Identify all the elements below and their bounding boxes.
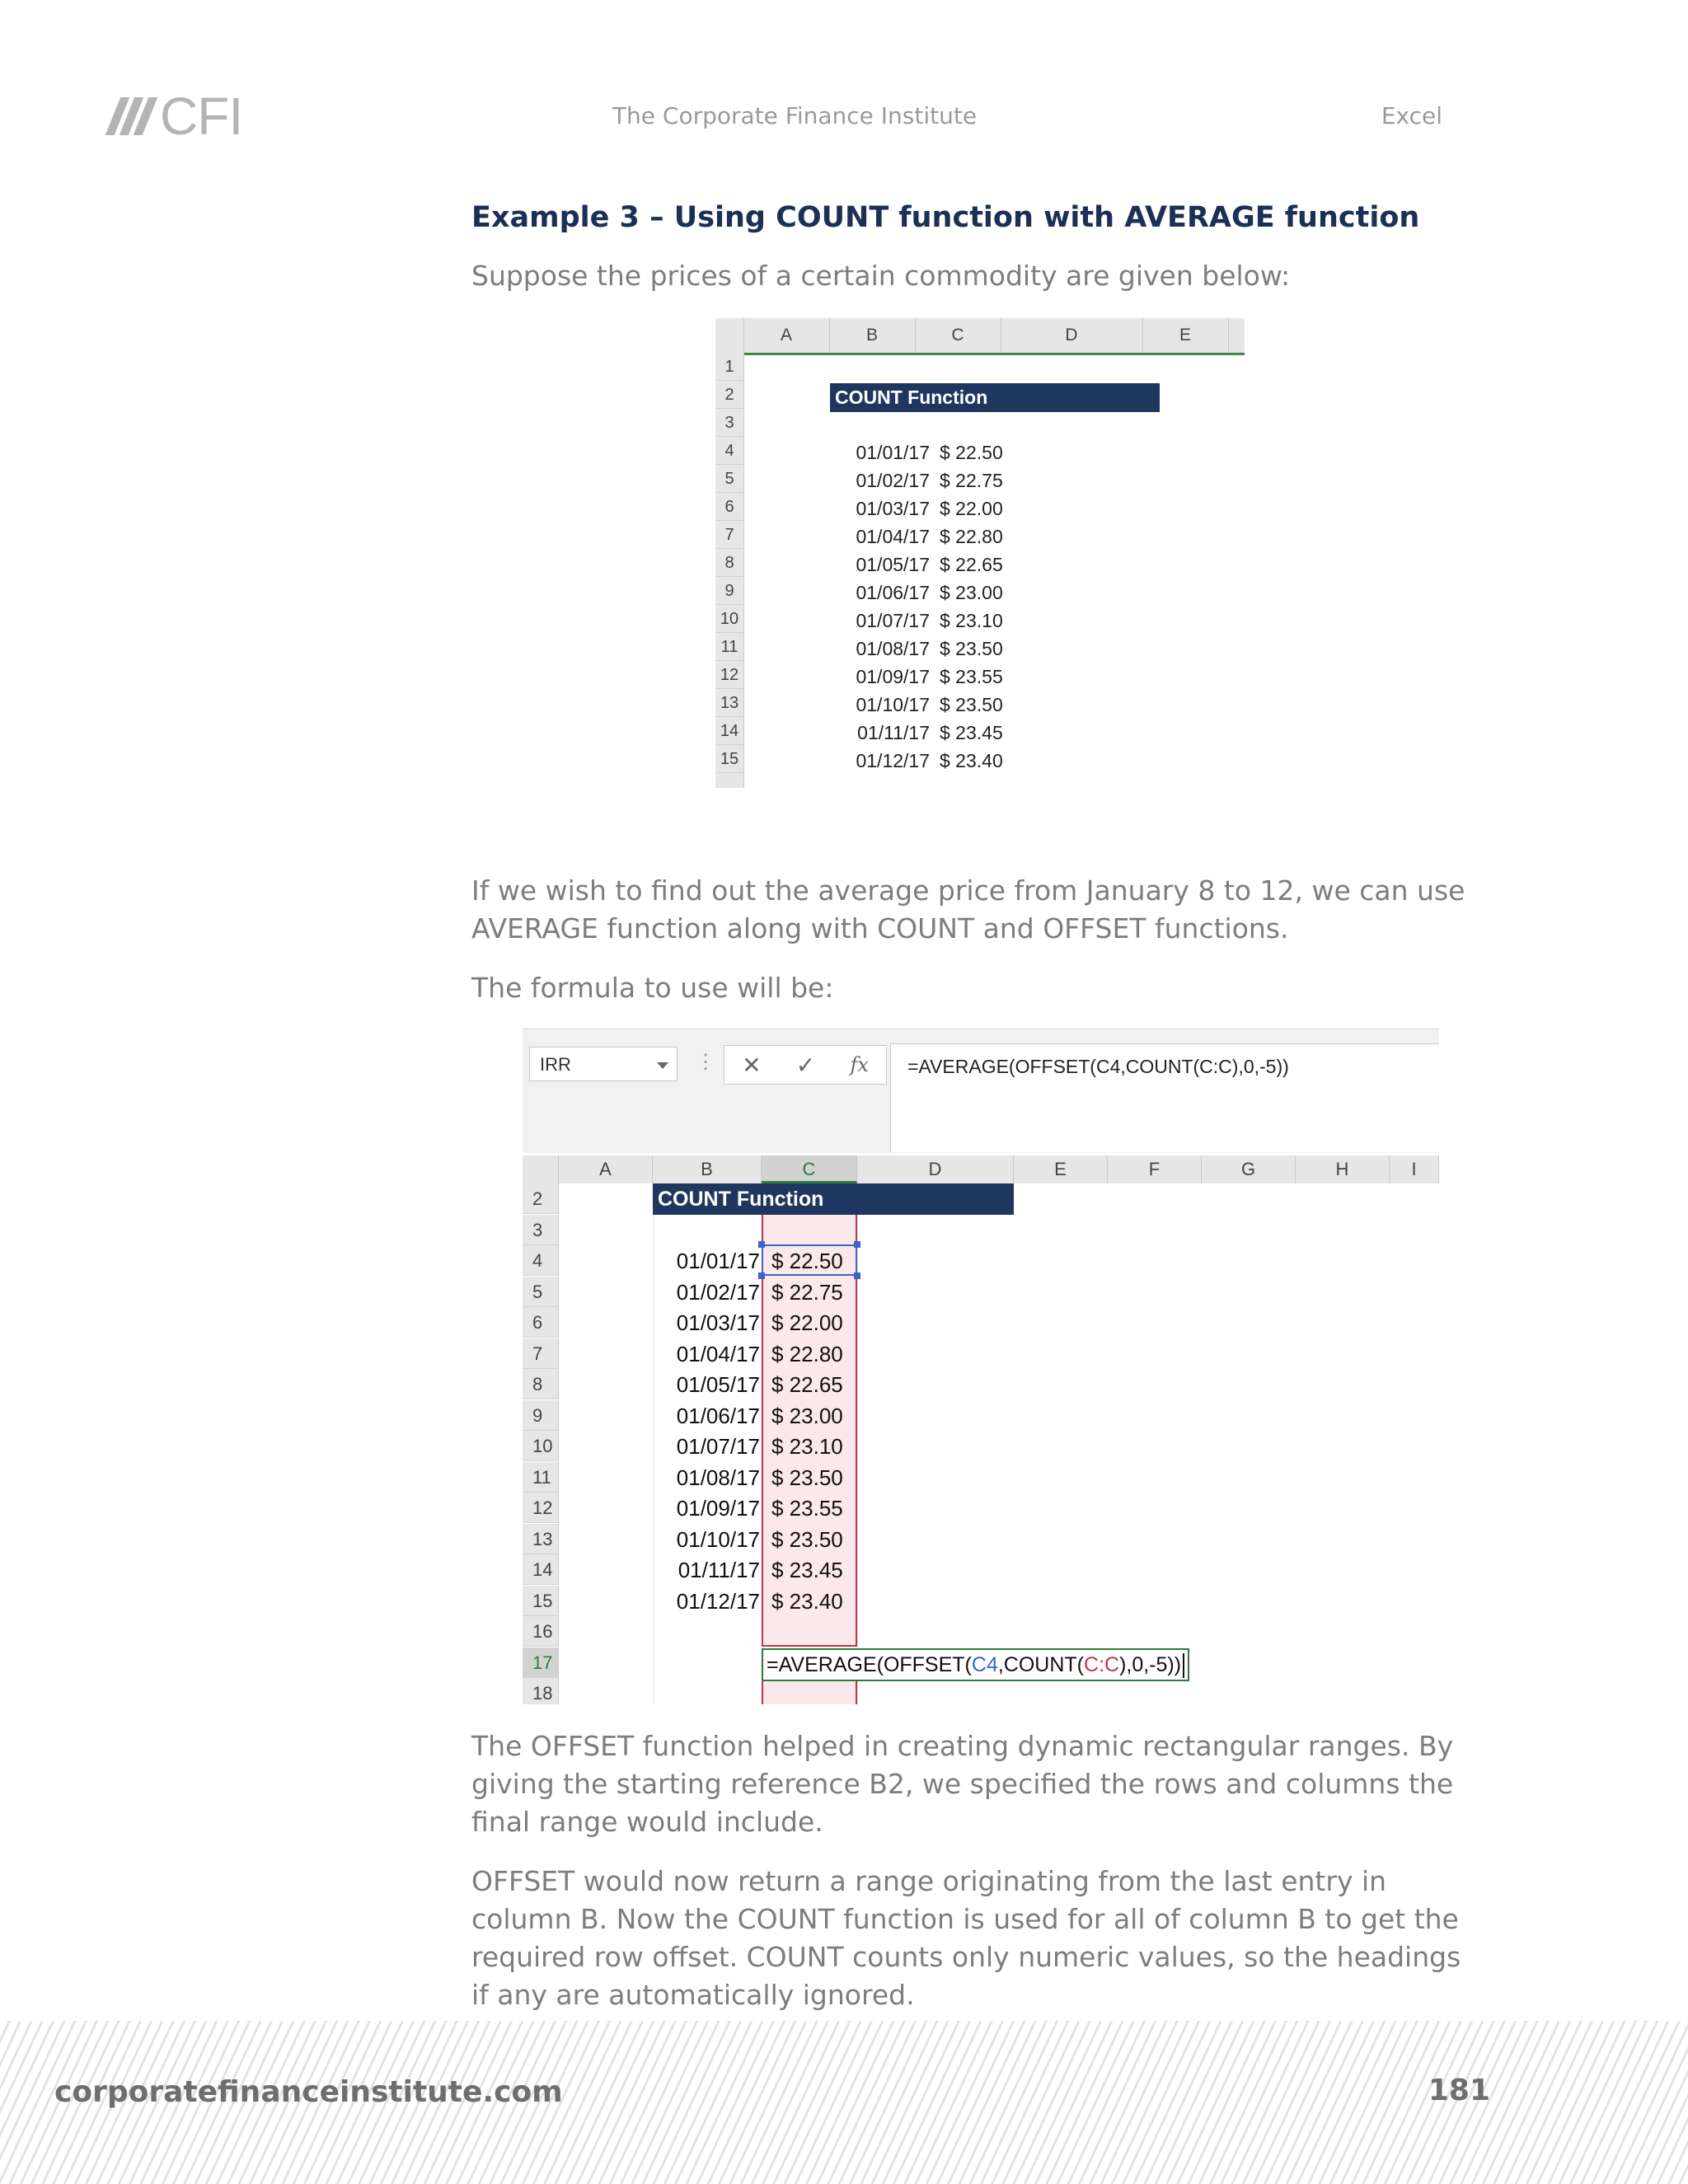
row-header: 13 bbox=[715, 689, 743, 717]
date-cell[interactable]: 01/11/17 bbox=[678, 1558, 760, 1582]
date-cell: 01/10/17 bbox=[856, 694, 930, 715]
price-cell[interactable]: $ 23.50 bbox=[771, 1526, 843, 1552]
price-cell: $ 23.45 bbox=[940, 722, 1003, 743]
row-header[interactable]: 6 bbox=[523, 1307, 559, 1338]
row-header[interactable]: 10 bbox=[523, 1431, 559, 1461]
price-cell: $ 23.50 bbox=[940, 694, 1003, 715]
row-header[interactable]: 4 bbox=[523, 1245, 559, 1276]
row-header[interactable]: 18 bbox=[523, 1678, 559, 1704]
date-cell: 01/06/17 bbox=[856, 582, 930, 603]
cancel-icon[interactable]: ✕ bbox=[742, 1052, 762, 1078]
column-header: E bbox=[1142, 318, 1229, 353]
price-cell: $ 23.40 bbox=[940, 750, 1003, 771]
price-cell: $ 23.55 bbox=[940, 666, 1003, 687]
price-cell: $ 23.10 bbox=[940, 610, 1003, 631]
date-cell[interactable]: 01/12/17 bbox=[676, 1588, 760, 1614]
header-section: Excel bbox=[1381, 102, 1442, 129]
row-header[interactable]: 11 bbox=[523, 1462, 559, 1493]
formula-part: =AVERAGE(OFFSET( bbox=[767, 1653, 972, 1676]
row-header: 1 bbox=[715, 353, 743, 381]
row-header[interactable]: 2 bbox=[523, 1183, 559, 1214]
select-all-corner bbox=[715, 318, 744, 353]
date-cell: 01/02/17 bbox=[856, 470, 930, 491]
date-cell: 01/07/17 bbox=[856, 610, 930, 631]
price-cell: $ 23.00 bbox=[940, 582, 1003, 603]
price-cell[interactable]: $ 23.55 bbox=[771, 1496, 843, 1521]
column-header[interactable]: A bbox=[559, 1155, 653, 1183]
column-header: B bbox=[829, 318, 916, 353]
row-header: 15 bbox=[715, 745, 743, 773]
formula-part: ,COUNT( bbox=[997, 1653, 1085, 1676]
row-header: 12 bbox=[715, 661, 743, 689]
row-header: 11 bbox=[715, 633, 743, 661]
paragraph-3: The OFFSET function helped in creating dynamic rectangular ranges. By giving the starting reference B2, we specified the rows and columns the final range would include. bbox=[471, 1730, 1454, 1838]
price-cell[interactable]: $ 23.50 bbox=[771, 1465, 843, 1490]
paragraph-4: OFFSET would now return a range originating from the last entry in column B. Now the COUNT function is used for all of column B to get the required row offset. COUNT counts only numeric values, so the headings if any are automatically ignored. bbox=[471, 1865, 1461, 2011]
gridline bbox=[857, 1183, 858, 1704]
row-header: 10 bbox=[715, 605, 743, 633]
date-cell[interactable]: 01/07/17 bbox=[676, 1434, 760, 1459]
price-cell: $ 22.80 bbox=[940, 526, 1003, 547]
row-header[interactable]: 3 bbox=[523, 1215, 559, 1245]
active-cell-editor[interactable] bbox=[762, 1648, 1189, 1681]
price-cell[interactable]: $ 22.80 bbox=[771, 1341, 843, 1366]
column-header[interactable]: E bbox=[1014, 1155, 1108, 1183]
row-header: 2 bbox=[715, 381, 743, 409]
section-title: Example 3 – Using COUNT function with AVERAGE function bbox=[471, 201, 1420, 234]
formula-part: ),0,-5)) bbox=[1119, 1653, 1182, 1676]
date-cell: 01/11/17 bbox=[857, 722, 930, 743]
column-header-selected[interactable]: C bbox=[762, 1155, 857, 1183]
formula-buttons bbox=[724, 1045, 887, 1085]
paragraph-2: The formula to use will be: bbox=[471, 972, 834, 1004]
column-c-range-highlight bbox=[762, 1681, 857, 1704]
row-header[interactable]: 5 bbox=[523, 1277, 559, 1307]
column-header[interactable]: H bbox=[1296, 1155, 1390, 1183]
spreadsheet-1 bbox=[715, 318, 1245, 788]
selection-handle[interactable] bbox=[854, 1272, 860, 1279]
date-cell[interactable]: 01/03/17 bbox=[676, 1310, 760, 1335]
paragraph-1: If we wish to find out the average price from January 8 to 12, we can use AVERAGE function along with COUNT and OFFSET functions. bbox=[471, 874, 1465, 944]
date-cell[interactable]: 01/05/17 bbox=[676, 1372, 760, 1397]
date-cell: 01/08/17 bbox=[856, 638, 930, 659]
date-cell: 01/05/17 bbox=[856, 554, 930, 575]
date-cell[interactable]: 01/08/17 bbox=[676, 1465, 760, 1490]
header-title: The Corporate Finance Institute bbox=[612, 102, 978, 129]
row-header[interactable]: 13 bbox=[523, 1524, 559, 1554]
footer-url: corporatefinanceinstitute.com bbox=[54, 2075, 563, 2109]
date-cell: 01/12/17 bbox=[856, 750, 930, 771]
selection-handle[interactable] bbox=[758, 1241, 765, 1248]
price-cell: $ 22.00 bbox=[940, 498, 1003, 519]
formula-ref-c4: C4 bbox=[971, 1653, 998, 1676]
row-header: 7 bbox=[715, 521, 743, 549]
date-cell[interactable]: 01/09/17 bbox=[676, 1496, 760, 1521]
spreadsheet-2 bbox=[523, 1029, 1439, 1704]
row-header[interactable]: 9 bbox=[523, 1400, 559, 1431]
name-box-value: IRR bbox=[540, 1054, 571, 1075]
row-header[interactable]: 15 bbox=[523, 1586, 559, 1616]
price-cell[interactable]: $ 23.00 bbox=[771, 1403, 843, 1428]
price-cell: $ 23.50 bbox=[940, 638, 1003, 659]
column-header[interactable]: G bbox=[1202, 1155, 1296, 1183]
row-header: 4 bbox=[715, 437, 743, 465]
price-cell[interactable]: $ 22.50 bbox=[771, 1249, 843, 1273]
row-header: 9 bbox=[715, 577, 743, 605]
row-header: 5 bbox=[715, 465, 743, 493]
more-options-icon: ⋮ bbox=[696, 1051, 715, 1073]
date-cell[interactable]: 01/06/17 bbox=[676, 1403, 760, 1428]
price-cell: $ 22.65 bbox=[940, 554, 1003, 575]
column-header: A bbox=[743, 318, 830, 353]
date-cell[interactable]: 01/04/17 bbox=[676, 1341, 760, 1366]
chevron-down-icon[interactable] bbox=[657, 1062, 668, 1069]
price-cell[interactable]: $ 23.45 bbox=[771, 1558, 843, 1582]
price-cell: $ 22.50 bbox=[940, 442, 1003, 463]
row-header[interactable]: 7 bbox=[523, 1338, 559, 1369]
logo-text: CFI bbox=[160, 87, 243, 146]
date-cell[interactable]: 01/02/17 bbox=[676, 1279, 760, 1305]
date-cell: 01/03/17 bbox=[856, 498, 930, 519]
name-box[interactable] bbox=[529, 1047, 678, 1081]
text-caret bbox=[1183, 1653, 1184, 1678]
price-cell[interactable]: $ 22.75 bbox=[771, 1279, 843, 1305]
column-header[interactable]: F bbox=[1108, 1155, 1202, 1183]
row-header: 8 bbox=[715, 549, 743, 577]
formula-ref-cc: C:C bbox=[1084, 1653, 1120, 1676]
logo-bars-icon bbox=[106, 97, 158, 135]
intro-paragraph: Suppose the prices of a certain commodity are given below: bbox=[471, 260, 1291, 292]
row-header[interactable]: 17 bbox=[523, 1647, 559, 1678]
page-number: 181 bbox=[1428, 2074, 1490, 2107]
column-header[interactable]: D bbox=[857, 1155, 1014, 1183]
formula-input[interactable]: =AVERAGE(OFFSET(C4,COUNT(C:C),0,-5)) bbox=[890, 1043, 1439, 1152]
insert-function-icon[interactable]: fx bbox=[850, 1053, 869, 1076]
price-cell[interactable]: $ 22.00 bbox=[771, 1310, 843, 1335]
select-all-corner[interactable] bbox=[523, 1155, 559, 1183]
row-header[interactable]: 12 bbox=[523, 1493, 559, 1523]
price-cell[interactable]: $ 23.40 bbox=[771, 1588, 843, 1614]
cfi-logo bbox=[113, 86, 242, 147]
price-cell: $ 22.75 bbox=[940, 470, 1003, 491]
date-cell: 01/01/17 bbox=[856, 442, 930, 463]
gridline bbox=[653, 1183, 654, 1704]
row-header: 3 bbox=[715, 409, 743, 437]
selection-handle[interactable] bbox=[854, 1241, 860, 1248]
date-cell: 01/04/17 bbox=[856, 526, 930, 547]
row-header[interactable]: 8 bbox=[523, 1369, 559, 1399]
row-header[interactable]: 14 bbox=[523, 1554, 559, 1585]
row-header[interactable]: 16 bbox=[523, 1616, 559, 1647]
column-header: D bbox=[1001, 318, 1143, 353]
column-header: C bbox=[915, 318, 1001, 353]
price-cell[interactable]: $ 22.65 bbox=[771, 1372, 843, 1397]
column-header[interactable]: B bbox=[653, 1155, 762, 1183]
date-cell[interactable]: 01/01/17 bbox=[676, 1249, 760, 1273]
price-cell[interactable]: $ 23.10 bbox=[771, 1434, 843, 1459]
count-function-banner: COUNT Function bbox=[830, 383, 1160, 412]
row-header: 6 bbox=[715, 493, 743, 521]
enter-icon[interactable]: ✓ bbox=[795, 1052, 816, 1078]
column-header[interactable]: I bbox=[1390, 1155, 1439, 1183]
count-function-banner: COUNT Function bbox=[653, 1183, 1014, 1215]
date-cell: 01/09/17 bbox=[856, 666, 930, 687]
row-header: 14 bbox=[715, 717, 743, 745]
date-cell[interactable]: 01/10/17 bbox=[676, 1526, 760, 1552]
